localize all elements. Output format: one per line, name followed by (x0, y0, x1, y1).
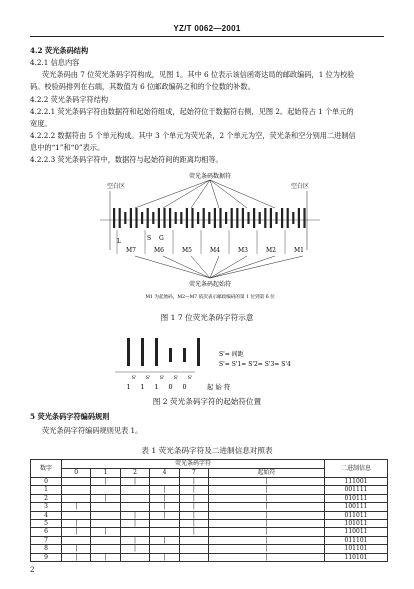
paragraph-4-2-2-1-line1: 4.2.2.1 荧光条码字符由数据符和起始符组成，起始符位于数据符右侧，见图 2。起始符占 1 个单元的 (30, 107, 354, 116)
fig1-bar (242, 208, 244, 228)
fig2-bit-label: 1 (126, 383, 131, 391)
fig1-bar (175, 212, 177, 224)
fig2-spacing-labels (132, 375, 193, 381)
fig1-bar (281, 208, 283, 228)
bar-cell (91, 536, 120, 544)
bar-cell: | (179, 528, 208, 536)
fig1-L-label: L (117, 238, 121, 245)
binary-cell: 110101 (325, 553, 388, 561)
fig1-bar (169, 208, 171, 228)
fig1-bar (180, 212, 182, 224)
bar-cell (179, 545, 208, 553)
fig1-bar (287, 208, 289, 228)
sub-header-cell: 2 (120, 469, 149, 478)
bar-cell (120, 553, 149, 561)
fig1-segment-label: M5 (182, 247, 192, 254)
sub-header-cell: 1 (91, 469, 120, 478)
fig1-bar (264, 208, 266, 228)
digit-cell: 9 (31, 553, 62, 561)
table-row (31, 553, 388, 561)
section-4-2-heading: 4.2 荧光条码结构 (30, 46, 89, 55)
fig1-bar (236, 208, 238, 228)
bar-cell (62, 536, 91, 544)
bar-cell: | (62, 553, 91, 561)
bar-cell (179, 553, 208, 561)
paragraph-4-2-2-2-line1: 4.2.2.2 数据符由 5 个单元构成。其中 3 个单元为荧光条，2 个单元为空，荧光条和空分别用二进制信 (30, 131, 356, 140)
bar-cell: | (150, 486, 179, 494)
fig2-start-bar (197, 338, 200, 366)
binary-cell: 011011 (325, 511, 388, 519)
fig1-bar (186, 208, 188, 228)
fig2-legend-2: S'= S'1= S'2= S'3= S'4 (219, 361, 291, 368)
fig1-barcode (113, 208, 306, 228)
table-1-title: 表 1 荧光条码字符及二进制信息对照表 (141, 446, 273, 455)
bar-cell: | (179, 486, 208, 494)
fig1-left-blank-label: 空白区 (107, 183, 126, 190)
fig1-bar (113, 208, 115, 228)
fig1-bar (130, 208, 132, 228)
paragraph-4-2-1-line2: 码。校验码排列在右端，其数值为 6 位邮政编码之和的个位数的补数。 (30, 82, 255, 91)
bar-cell: | (120, 511, 149, 519)
fig1-data-label: 荧光条码数据符 (188, 173, 232, 180)
bar-cell (179, 536, 208, 544)
bar-cell (91, 503, 120, 511)
fig2-spacing-label: S' (145, 375, 151, 381)
bar-cell: | (120, 545, 149, 553)
fig2-bit-label: 1 (154, 383, 159, 391)
fig1-segment-label: M3 (238, 247, 248, 254)
binary-cell: 111001 (325, 478, 388, 486)
paragraph-4-2-1-line1: 荧光条码由 7 位荧光条码字符构成，见图 1。其中 6 位表示该信函寄达局的邮政编码，1 位为校验 (42, 70, 355, 79)
fig1-bar (259, 212, 261, 224)
bar-cell: | (179, 494, 208, 502)
section-5-paragraph: 荧光条码字符编码规则见表 1。 (42, 426, 143, 435)
bar-cell: | (179, 503, 208, 511)
fig2-bit-label: 0 (168, 383, 173, 391)
bar-cell: | (91, 528, 120, 536)
fig1-bar (163, 208, 165, 228)
bar-cell (91, 511, 120, 519)
fig1-bar (275, 212, 277, 224)
bar-cell (62, 494, 91, 502)
sub-header-cell: 0 (62, 469, 91, 478)
bar-cell (62, 511, 91, 519)
fig2-bit-labels (126, 383, 186, 391)
fig1-bar (141, 212, 143, 224)
table-row (31, 503, 388, 511)
fig1-bar (292, 212, 294, 224)
bar-cell (150, 545, 179, 553)
bar-cell: | (150, 503, 179, 511)
table-row (31, 545, 388, 553)
fig1-bar (253, 208, 255, 228)
col-group-header: 荧光条码字符 (62, 460, 325, 469)
bar-cell: | (150, 536, 179, 544)
bar-cell: | (209, 545, 325, 553)
bar-cell (62, 478, 91, 486)
fig2-data-bar (141, 338, 144, 366)
fig1-bar (147, 208, 149, 228)
fig2-data-bar (127, 338, 130, 366)
fig2-bit-label: 1 (140, 383, 145, 391)
fig1-segment-label: M2 (266, 247, 276, 254)
bar-cell (150, 520, 179, 528)
fig2-start-label: 起 始 符 (207, 383, 231, 391)
fig1-bar (270, 208, 272, 228)
section-5-heading: 5 荧光条码字符编码规则 (30, 412, 110, 421)
binary-cell: 101011 (325, 520, 388, 528)
digit-cell: 0 (31, 478, 62, 486)
fig2-data-bar (169, 348, 172, 362)
table-row (31, 536, 388, 544)
table-row (31, 494, 388, 502)
fig1-bar (298, 208, 300, 228)
fig2-spacing-label: S' (131, 375, 137, 381)
header-rule (30, 36, 384, 37)
bar-cell: | (209, 520, 325, 528)
bar-cell: | (179, 511, 208, 519)
fig1-bar (225, 212, 227, 224)
bar-cell: | (209, 503, 325, 511)
fig1-start-label: 荧光条码起始符 (188, 281, 232, 288)
fig2-bit-label: 0 (182, 383, 187, 391)
bar-cell: | (120, 520, 149, 528)
page-number: 2 (30, 566, 35, 574)
fig1-right-blank-label: 空白区 (291, 183, 310, 190)
col-binary-header: 二进制信息 (325, 460, 388, 478)
bar-cell: | (120, 478, 149, 486)
digit-cell: 7 (31, 536, 62, 544)
fig1-bar (197, 212, 199, 224)
fig1-bar (208, 212, 210, 224)
fig2-spacing-label: S' (187, 375, 193, 381)
bar-cell (120, 503, 149, 511)
bar-cell: | (179, 520, 208, 528)
fig1-fan-lines-bottom (135, 256, 303, 278)
fig1-bar (191, 208, 193, 228)
fig1-segment-label: M7 (126, 247, 136, 254)
fig1-note: M1 为起始码，M2—M7 依次表示邮政编码的第 1 位到第 6 位 (145, 295, 275, 300)
figure-2-caption: 图 2 荧光条码字符的起始符位置 (152, 397, 262, 406)
bar-cell (91, 520, 120, 528)
fig2-data-bar (155, 338, 158, 366)
fig2-data-bar (183, 348, 186, 362)
fig1-bar (303, 208, 305, 228)
fig2-legend-1: S'= 间距 (219, 351, 244, 358)
fig1-segment-label: M6 (154, 247, 164, 254)
bar-cell: | (179, 478, 208, 486)
digit-cell: 6 (31, 528, 62, 536)
fig1-bar (158, 208, 160, 228)
table-row (31, 511, 388, 519)
paragraph-4-2-2-2-line2: 息中的“1”和“0”表示。 (30, 143, 105, 152)
fig2-spacing-label: S' (159, 375, 165, 381)
table-1 (30, 459, 388, 562)
binary-cell: 110011 (325, 528, 388, 536)
bar-cell: | (62, 503, 91, 511)
fig2-spacing-label: S' (173, 375, 179, 381)
figure-1-diagram (95, 170, 325, 310)
bar-cell (120, 494, 149, 502)
fig2-barcode (127, 338, 200, 366)
bar-cell: | (62, 528, 91, 536)
binary-cell: 100111 (325, 503, 388, 511)
binary-cell: 010111 (325, 494, 388, 502)
binary-cell: 101101 (325, 545, 388, 553)
fig1-fan-lines-top (135, 180, 275, 208)
digit-cell: 3 (31, 503, 62, 511)
table-row (31, 478, 388, 486)
bar-cell: | (150, 511, 179, 519)
table-row (31, 486, 388, 494)
bar-cell: | (91, 553, 120, 561)
bar-cell: | (209, 511, 325, 519)
digit-cell: 8 (31, 545, 62, 553)
bar-cell: | (209, 536, 325, 544)
table-row (31, 528, 388, 536)
bar-cell: | (91, 478, 120, 486)
fig1-bar (214, 208, 216, 228)
col-digit-header: 数字 (31, 460, 62, 478)
fig1-S-label: S (147, 235, 152, 242)
paragraph-4-2-2-1-line2: 宽度。 (30, 119, 52, 128)
bar-cell (120, 486, 149, 494)
fig1-bar (219, 208, 221, 228)
sub-header-cell: 4 (150, 469, 179, 478)
bar-cell: | (150, 494, 179, 502)
fig1-bar (119, 208, 121, 228)
fig1-bar (135, 208, 137, 228)
bar-cell (150, 478, 179, 486)
figure-2 (115, 330, 315, 395)
paragraph-4-2-2-3: 4.2.2.3 荧光条码字符中，数据符与起始符间的距离均相等。 (30, 155, 223, 164)
bar-cell (91, 545, 120, 553)
fig1-bar (124, 212, 126, 224)
fig1-segment-label: M4 (210, 247, 220, 254)
binary-cell: 011101 (325, 536, 388, 544)
figure-2-diagram (115, 330, 315, 395)
figure-1 (95, 170, 325, 310)
binary-cell: 001111 (325, 486, 388, 494)
standard-id-header: YZ/T 0062—2001 (173, 24, 241, 33)
bar-cell: | (209, 528, 325, 536)
bar-cell (91, 486, 120, 494)
bar-cell: | (209, 494, 325, 502)
bar-cell: | (120, 536, 149, 544)
fig1-bar (152, 212, 154, 224)
sub-header-cell: 起始符 (209, 469, 325, 478)
digit-cell: 2 (31, 494, 62, 502)
digit-cell: 4 (31, 511, 62, 519)
fig1-bar (247, 212, 249, 224)
bar-cell: | (209, 478, 325, 486)
bar-cell (120, 528, 149, 536)
fig1-segment-label: M1 (294, 247, 304, 254)
digit-cell: 1 (31, 486, 62, 494)
sub-header-cell: 7 (179, 469, 208, 478)
fig1-bar (203, 208, 205, 228)
table-1-body (31, 478, 388, 562)
section-4-2-1-heading: 4.2.1 信息内容 (30, 58, 80, 67)
fig1-bar (231, 208, 233, 228)
fig1-G-label: G (159, 235, 164, 242)
bar-cell: | (209, 553, 325, 561)
digit-cell: 5 (31, 520, 62, 528)
bar-cell: | (62, 545, 91, 553)
fig1-segment-labels (117, 230, 304, 254)
bar-cell: | (91, 494, 120, 502)
bar-cell (150, 528, 179, 536)
bar-cell (62, 486, 91, 494)
section-4-2-2-heading: 4.2.2 荧光条码字符结构 (30, 95, 109, 104)
bar-cell: | (209, 486, 325, 494)
bar-cell: | (62, 520, 91, 528)
bar-cell: | (150, 553, 179, 561)
table-row (31, 520, 388, 528)
figure-1-caption: 图 1 7 位荧光条码字符示意 (160, 313, 254, 322)
